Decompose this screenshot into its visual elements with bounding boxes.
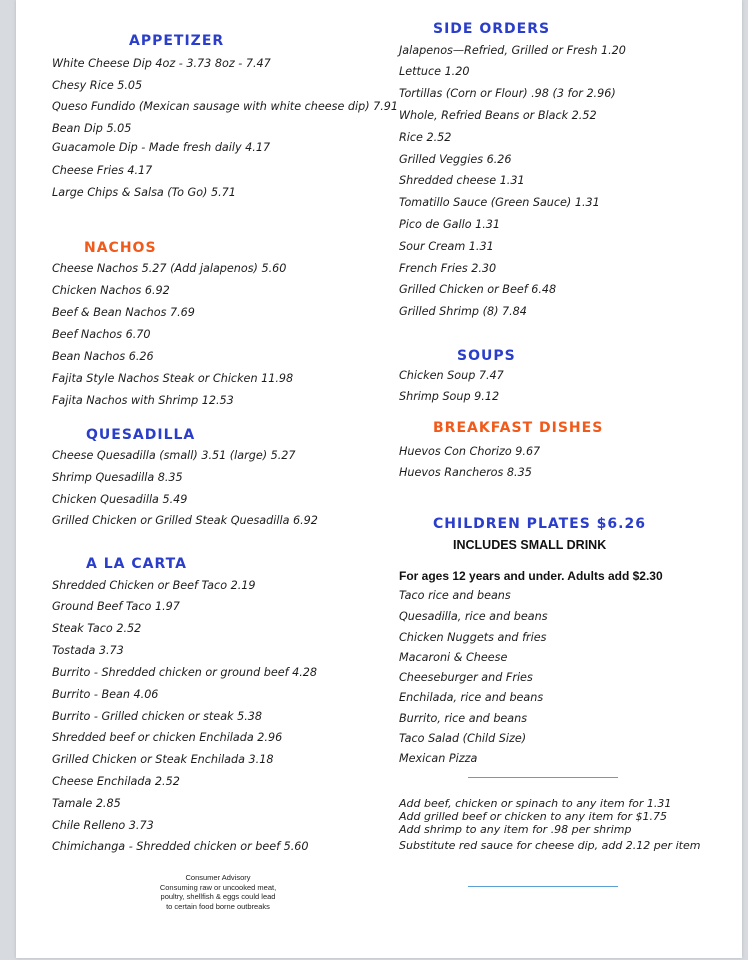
side-order-item: Rice 2.52 xyxy=(399,131,452,144)
nachos-heading: NACHOS xyxy=(84,240,157,256)
addon-note: Substitute red sauce for cheese dip, add 2.12 per item xyxy=(399,839,701,852)
a-la-carta-item: Burrito - Bean 4.06 xyxy=(52,688,159,701)
soup-item: Shrimp Soup 9.12 xyxy=(399,390,500,403)
quesadilla-item: Shrimp Quesadilla 8.35 xyxy=(52,471,183,484)
a-la-carta-item: Ground Beef Taco 1.97 xyxy=(52,600,180,613)
side-order-item: Shredded cheese 1.31 xyxy=(399,174,525,187)
side-order-item: Tomatillo Sauce (Green Sauce) 1.31 xyxy=(399,196,600,209)
quesadilla-item: Cheese Quesadilla (small) 3.51 (large) 5.27 xyxy=(52,449,296,462)
side-order-item: French Fries 2.30 xyxy=(399,262,497,275)
a-la-carta-item: Shredded beef or chicken Enchilada 2.96 xyxy=(52,731,283,744)
children-item: Cheeseburger and Fries xyxy=(399,671,533,684)
a-la-carta-item: Chile Relleno 3.73 xyxy=(52,819,154,832)
addon-note: Add shrimp to any item for .98 per shrimp xyxy=(399,823,632,836)
children-item: Enchilada, rice and beans xyxy=(399,691,544,704)
children-drink-subtitle: INCLUDES SMALL DRINK xyxy=(453,538,607,552)
nachos-item: Beef Nachos 6.70 xyxy=(52,328,151,341)
breakfast-heading: BREAKFAST DISHES xyxy=(433,420,604,436)
nachos-item: Fajita Style Nachos Steak or Chicken 11.98 xyxy=(52,372,294,385)
advisory-line: poultry, shellfish & eggs could lead xyxy=(160,892,276,901)
divider xyxy=(468,777,618,778)
soup-item: Chicken Soup 7.47 xyxy=(399,369,504,382)
side-order-item: Jalapenos—Refried, Grilled or Fresh 1.20 xyxy=(399,44,626,57)
nachos-item: Beef & Bean Nachos 7.69 xyxy=(52,306,195,319)
nachos-item: Cheese Nachos 5.27 (Add jalapenos) 5.60 xyxy=(52,262,287,275)
appetizer-item: Cheese Fries 4.17 xyxy=(52,164,153,177)
side-order-item: Tortillas (Corn or Flour) .98 (3 for 2.96) xyxy=(399,87,616,100)
a-la-carta-item: Burrito - Shredded chicken or ground beef 4.28 xyxy=(52,666,318,679)
divider xyxy=(468,886,618,887)
advisory-line: Consuming raw or uncooked meat, xyxy=(159,882,277,892)
addon-note: Add grilled beef or chicken to any item for $1.75 xyxy=(399,810,667,823)
a-la-carta-item: Steak Taco 2.52 xyxy=(52,622,142,635)
children-item: Quesadilla, rice and beans xyxy=(399,610,548,623)
addon-note: Add beef, chicken or spinach to any item for 1.31 xyxy=(399,797,672,810)
a-la-carta-item: Cheese Enchilada 2.52 xyxy=(52,775,180,788)
appetizer-item: Bean Dip 5.05 xyxy=(52,122,132,135)
appetizer-item: White Cheese Dip 4oz - 3.73 8oz - 7.47 xyxy=(52,57,271,70)
side-order-item: Whole, Refried Beans or Black 2.52 xyxy=(399,109,597,122)
children-item: Macaroni & Cheese xyxy=(399,651,508,664)
children-item: Taco Salad (Child Size) xyxy=(399,732,527,745)
soups-heading: SOUPS xyxy=(457,348,516,364)
advisory-title: Consumer Advisory xyxy=(185,873,251,882)
a-la-carta-heading: A LA CARTA xyxy=(86,556,187,572)
side-order-item: Grilled Shrimp (8) 7.84 xyxy=(399,305,527,318)
a-la-carta-item: Tamale 2.85 xyxy=(52,797,121,810)
a-la-carta-item: Shredded Chicken or Beef Taco 2.19 xyxy=(52,579,256,592)
breakfast-item: Huevos Rancheros 8.35 xyxy=(399,466,532,479)
side-order-item: Sour Cream 1.31 xyxy=(399,240,494,253)
children-plates-heading: CHILDREN PLATES $6.26 xyxy=(433,516,646,532)
a-la-carta-item: Chimichanga - Shredded chicken or beef 5.60 xyxy=(52,840,309,853)
nachos-item: Chicken Nachos 6.92 xyxy=(52,284,170,297)
children-item: Chicken Nuggets and fries xyxy=(399,631,547,644)
menu-page xyxy=(16,0,742,958)
appetizer-item: Guacamole Dip - Made fresh daily 4.17 xyxy=(52,141,271,154)
nachos-item: Bean Nachos 6.26 xyxy=(52,350,154,363)
children-item: Burrito, rice and beans xyxy=(399,712,528,725)
children-item: Mexican Pizza xyxy=(399,752,478,765)
side-order-item: Lettuce 1.20 xyxy=(399,65,470,78)
breakfast-item: Huevos Con Chorizo 9.67 xyxy=(399,445,541,458)
appetizer-heading: APPETIZER xyxy=(129,33,225,49)
side-order-item: Grilled Veggies 6.26 xyxy=(399,153,512,166)
quesadilla-item: Grilled Chicken or Grilled Steak Quesadilla 6.92 xyxy=(52,514,318,527)
children-item: Taco rice and beans xyxy=(399,589,511,602)
side-order-item: Pico de Gallo 1.31 xyxy=(399,218,500,231)
a-la-carta-item: Grilled Chicken or Steak Enchilada 3.18 xyxy=(52,753,274,766)
quesadilla-heading: QUESADILLA xyxy=(86,427,196,443)
consumer-advisory xyxy=(123,873,313,911)
children-age-note: For ages 12 years and under. Adults add $2.30 xyxy=(399,569,663,583)
a-la-carta-item: Burrito - Grilled chicken or steak 5.38 xyxy=(52,710,262,723)
side-orders-heading: SIDE ORDERS xyxy=(433,21,551,37)
advisory-line: to certain food borne outbreaks xyxy=(166,901,270,911)
appetizer-item: Large Chips & Salsa (To Go) 5.71 xyxy=(52,186,236,199)
a-la-carta-item: Tostada 3.73 xyxy=(52,644,124,657)
quesadilla-item: Chicken Quesadilla 5.49 xyxy=(52,493,188,506)
nachos-item: Fajita Nachos with Shrimp 12.53 xyxy=(52,394,234,407)
appetizer-item: Chesy Rice 5.05 xyxy=(52,79,143,92)
side-order-item: Grilled Chicken or Beef 6.48 xyxy=(399,283,557,296)
appetizer-item: Queso Fundido (Mexican sausage with white cheese dip) 7.91 xyxy=(52,100,399,113)
